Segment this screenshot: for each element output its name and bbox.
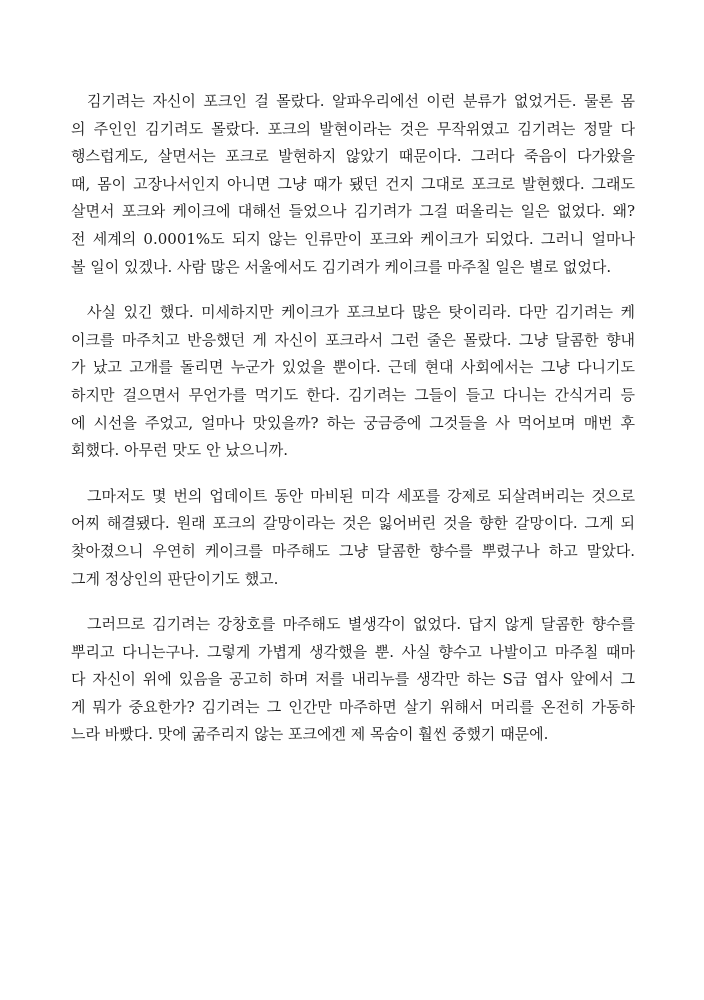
text-line: 하지만 걸으면서 무언가를 먹기도 한다. 김기려는 그들이 들고 다니는 간식거리 등: [71, 385, 635, 404]
text-line: 게 뭐가 중요한가? 김기려는 그 인간만 마주하면 살기 위해서 머리를 온전히 가동하: [71, 697, 635, 716]
text-line: 사실 있긴 했다. 미세하지만 케이크가 포크보다 많은 탓이리라. 다만 김기려는 케: [87, 303, 635, 322]
document-body: [71, 88, 635, 767]
text-line: 때, 몸이 고장나서인지 아니면 그냥 때가 됐던 건지 그대로 포크로 발현했다. 그래도: [71, 174, 635, 193]
text-line: 에 시선을 주었고, 얼마나 맛있을까? 하는 궁금증에 그것들을 사 먹어보며 매번 후: [71, 413, 635, 432]
paragraph-2: [71, 299, 635, 465]
text-line: 김기려는 자신이 포크인 걸 몰랐다. 알파우리에선 이런 분류가 없었거든. 물론 몸: [87, 92, 635, 110]
text-line: 회했다. 아무런 맛도 안 났으니까.: [71, 441, 288, 460]
text-line: 살면서 포크와 케이크에 대해선 들었으나 김기려가 그걸 떠올리는 일은 없었다. 왜?: [71, 202, 635, 221]
text-line: 느라 바빴다. 맛에 굶주리지 않는 포크에겐 제 목숨이 훨씬 중했기 때문에.: [71, 725, 549, 744]
text-line: 찾아졌으니 우연히 케이크를 마주해도 그냥 달콤한 향수를 뿌렸구나 하고 말았다.: [71, 541, 635, 560]
text-line: 전 세계의 0.0001%도 되지 않는 인류만이 포크와 케이크가 되었다. 그러니 얼마나: [71, 229, 635, 248]
text-line: 그게 정상인의 판단이기도 했고.: [71, 569, 279, 588]
text-line: 이크를 마주치고 반응했던 게 자신이 포크라서 그런 줄은 몰랐다. 그냥 달콤한 향내: [71, 330, 635, 349]
text-line: 그마저도 몇 번의 업데이트 동안 마비된 미각 세포를 강제로 되살려버리는 것으로: [87, 486, 635, 505]
text-line: 볼 일이 있겠나. 사람 많은 서울에서도 김기려가 케이크를 마주칠 일은 별로 없었다.: [71, 257, 612, 276]
text-line: 행스럽게도, 살면서는 포크로 발현하지 않았기 때문이다. 그러다 죽음이 다가왔을: [71, 147, 635, 166]
text-line: 다 자신이 위에 있음을 공고히 하며 저를 내리누를 생각만 하는 S급 엽사 앞에서 그: [71, 670, 635, 689]
text-line: 뿌리고 다니는구나. 그렇게 가볍게 생각했을 뿐. 사실 향수고 나발이고 마주칠 때마: [71, 642, 635, 661]
text-line: 의 주인인 김기려도 몰랐다. 포크의 발현이라는 것은 무작위였고 김기려는 정말 다: [71, 119, 635, 138]
text-line: 어찌 해결됐다. 원래 포크의 갈망이라는 것은 잃어버린 것을 향한 갈망이다. 그게 되: [71, 514, 635, 533]
text-line: 가 났고 고개를 돌리면 누군가 있었을 뿐이다. 근데 현대 사회에서는 그냥 다니기도: [71, 358, 635, 377]
paragraph-3: [71, 483, 635, 593]
text-line: 그러므로 김기려는 강창호를 마주해도 별생각이 없었다. 답지 않게 달콤한 향수를: [87, 615, 635, 634]
paragraph-1: [71, 88, 635, 281]
paragraph-4: [71, 611, 635, 749]
